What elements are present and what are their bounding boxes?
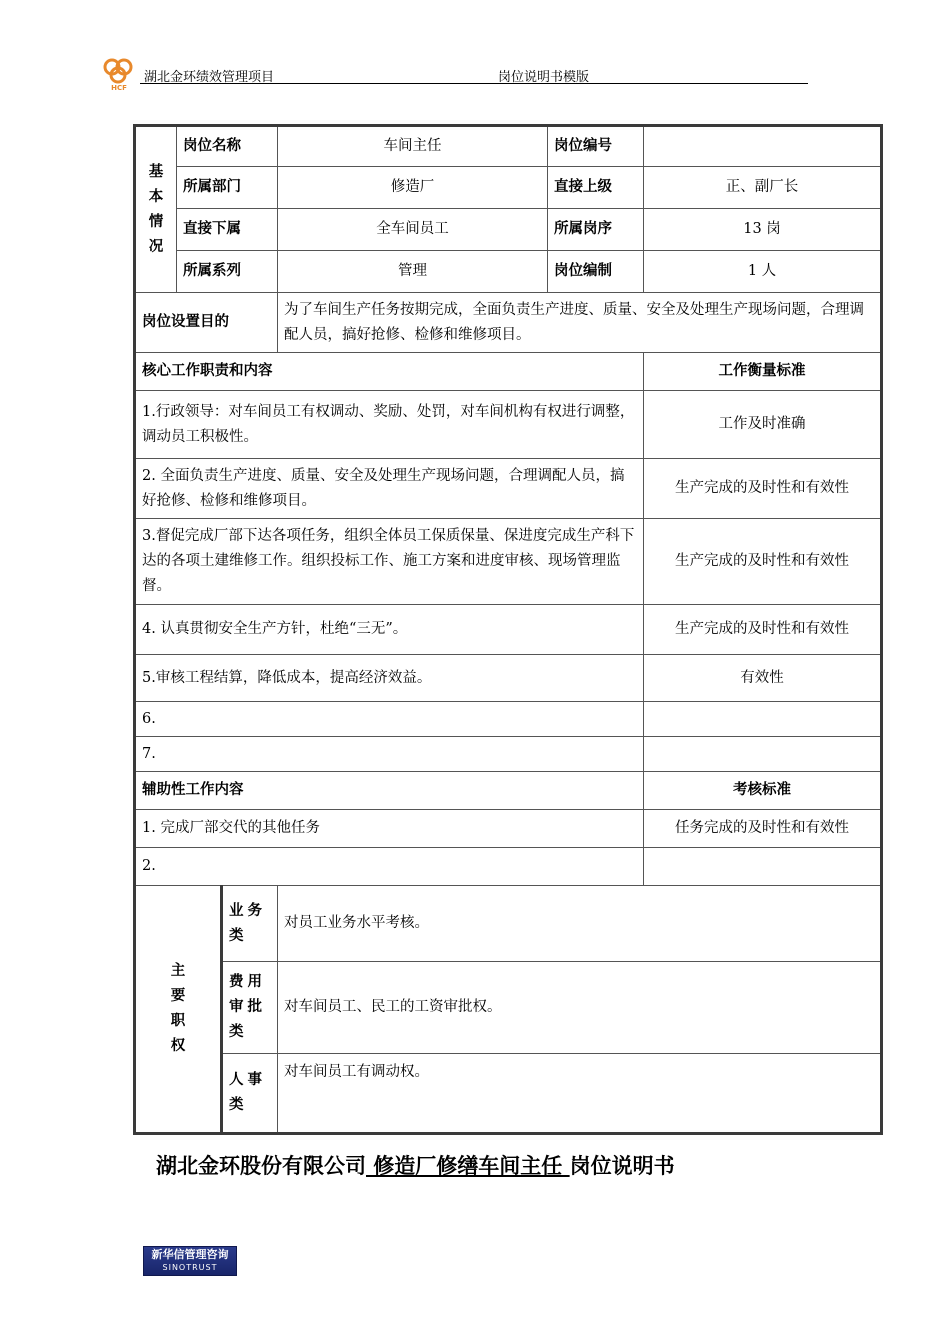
core-content: 6.	[135, 702, 644, 737]
core-standard: 生产完成的及时性和有效性	[644, 605, 882, 655]
field-value: 正、副厂长	[644, 167, 882, 209]
header-rule	[140, 83, 808, 84]
title-company: 湖北金环股份有限公司	[156, 1154, 366, 1178]
core-standard	[644, 737, 882, 772]
field-label: 岗位编号	[548, 126, 644, 167]
aux-content: 2.	[135, 848, 644, 886]
core-row	[135, 459, 882, 519]
core-standard: 工作及时准确	[644, 391, 882, 459]
field-value: 车间主任	[278, 126, 548, 167]
field-value: 13 岗	[644, 209, 882, 251]
core-content: 4. 认真贯彻安全生产方针，杜绝“三无”。	[135, 605, 644, 655]
field-label: 岗位编制	[548, 251, 644, 293]
power-category: 费用 审批 类	[222, 962, 278, 1054]
svg-text:HCF: HCF	[111, 84, 127, 92]
field-label: 所属系列	[177, 251, 278, 293]
core-content: 1.行政领导：对车间员工有权调动、奖励、处罚，对车间机构有权进行调整，调动员工积极性。	[135, 391, 644, 459]
power-row	[135, 886, 882, 962]
field-value: 全车间员工	[278, 209, 548, 251]
aux-row	[135, 810, 882, 848]
core-standard: 有效性	[644, 655, 882, 702]
power-text: 对车间员工、民工的工资审批权。	[278, 962, 882, 1054]
core-standard: 生产完成的及时性和有效性	[644, 459, 882, 519]
core-header-right: 工作衡量标准	[644, 353, 882, 391]
core-content: 3.督促完成厂部下达各项任务，组织全体员工保质保量、保进度完成生产科下达的各项土建维修工作。组织投标工作、施工方案和进度审核、现场管理监督。	[135, 519, 644, 605]
document-title	[156, 1150, 675, 1180]
core-row	[135, 737, 882, 772]
header-doc-type: 岗位说明书模版	[498, 70, 590, 85]
basic-row	[135, 167, 882, 209]
power-row	[135, 1054, 882, 1134]
core-standard: 生产完成的及时性和有效性	[644, 519, 882, 605]
power-text: 对车间员工有调动权。	[278, 1054, 882, 1134]
core-row	[135, 519, 882, 605]
power-text: 对员工业务水平考核。	[278, 886, 882, 962]
title-position: 修造厂修缮车间主任	[366, 1154, 570, 1178]
purpose-row	[135, 293, 882, 353]
aux-header-left: 辅助性工作内容	[135, 772, 644, 810]
core-header-row	[135, 353, 882, 391]
core-content: 7.	[135, 737, 644, 772]
company-logo-icon	[100, 54, 138, 92]
title-suffix: 岗位说明书	[569, 1154, 675, 1178]
core-row	[135, 702, 882, 737]
core-header-left: 核心工作职责和内容	[135, 353, 644, 391]
power-category: 业务 类	[222, 886, 278, 962]
aux-row	[135, 848, 882, 886]
basic-row	[135, 209, 882, 251]
core-content: 5.审核工程结算，降低成本，提高经济效益。	[135, 655, 644, 702]
job-description-table	[133, 124, 883, 1135]
aux-header-row	[135, 772, 882, 810]
core-content: 2. 全面负责生产进度、质量、安全及处理生产现场问题，合理调配人员，搞好抢修、检修和维修项目。	[135, 459, 644, 519]
core-row	[135, 391, 882, 459]
header-project-name: 湖北金环绩效管理项目	[144, 70, 275, 85]
basic-row	[135, 126, 882, 167]
field-label: 所属部门	[177, 167, 278, 209]
aux-standard: 任务完成的及时性和有效性	[644, 810, 882, 848]
purpose-label: 岗位设置目的	[135, 293, 278, 353]
field-value	[644, 126, 882, 167]
powers-section-label: 主 要 职 权	[135, 886, 222, 1134]
aux-content: 1. 完成厂部交代的其他任务	[135, 810, 644, 848]
power-category: 人事 类	[222, 1054, 278, 1134]
field-label: 所属岗序	[548, 209, 644, 251]
field-label: 直接上级	[548, 167, 644, 209]
field-label: 直接下属	[177, 209, 278, 251]
power-row	[135, 962, 882, 1054]
sinotrust-logo: 新华信管理咨询 SINOTRUST	[143, 1246, 237, 1276]
core-row	[135, 605, 882, 655]
basic-row	[135, 251, 882, 293]
field-value: 修造厂	[278, 167, 548, 209]
aux-standard	[644, 848, 882, 886]
basic-section-label: 基 本 情 况	[135, 126, 177, 293]
field-label: 岗位名称	[177, 126, 278, 167]
field-value: 1 人	[644, 251, 882, 293]
aux-header-right: 考核标准	[644, 772, 882, 810]
core-standard	[644, 702, 882, 737]
purpose-text: 为了车间生产任务按期完成，全面负责生产进度、质量、安全及处理生产现场问题，合理调配人员，搞好抢修、检修和维修项目。	[278, 293, 882, 353]
core-row	[135, 655, 882, 702]
field-value: 管理	[278, 251, 548, 293]
page-header	[100, 52, 808, 92]
